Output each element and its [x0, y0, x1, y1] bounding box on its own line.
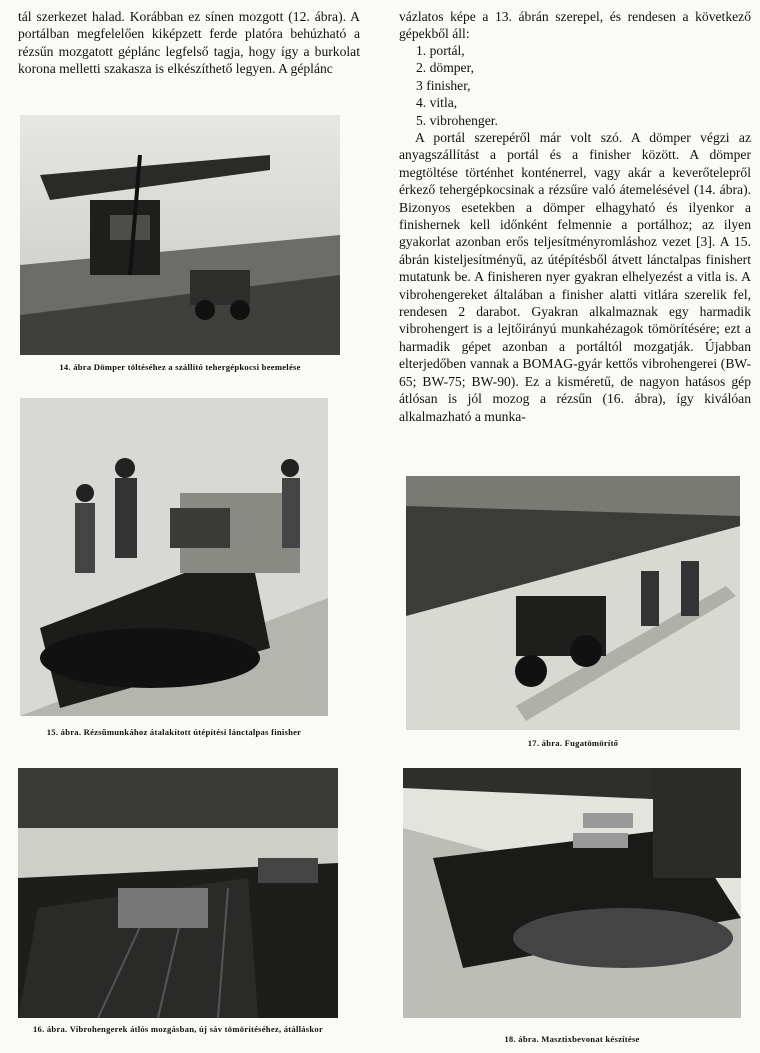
figure-15-caption: 15. ábra. Rézsűmunkához átalakított útépítési lánctalpas finisher — [46, 727, 302, 737]
list-item: 5. vibrohenger. — [416, 112, 498, 128]
right-column-intro: vázlatos képe a 13. ábrán szerepel, és rendesen a következő gépekből áll: — [399, 9, 751, 42]
list-item: 4. vitla, — [416, 95, 458, 111]
list-item: 1. portál, — [416, 43, 465, 58]
figure-16-caption: 16. ábra. Vibrohengerek átlós mozgásban, új sáv tömörítéséhez, átálláskor — [32, 1024, 324, 1034]
figure-14-caption: 14. ábra Dömper töltéséhez a szállító tehergépkocsi beemelése — [59, 362, 301, 372]
figure-18-caption: 18. ábra. Masztixbevonat készítése — [504, 1034, 640, 1044]
machine-list — [416, 42, 498, 129]
list-item: 2. dömper, — [416, 60, 474, 76]
figure-15-photo — [20, 398, 328, 716]
right-column-body: A portál szerepéről már volt szó. A dömper végzi az anyagszállítást a portál és a finisher között. A dömper megtöltése történhet konténerrel, vagy akár a keverőtelepről érkező tehergépkocsinak a rézsűre való átemelésével (14. ábra). Bizonyos esetekben a dömper elhagyható és ilyenkor a finishernek kell időnként felmennie a portálhoz; az ilyen gyakorlat azonban erős teljesítményromláshoz vezet [3]. A 15. ábrán kisteljesítményű, az útépítésből átvett lánctalpas finishert mutatunk be. A finisheren nyer gyakran elhelyezést a vitla is. A vibrohengereket általában a finisher alatti vitlára szerelik fel, rendesen 2 darabot. Gyakran alkalmaznak egy harmadik vibrohengert is a lejtőirányú munkahézagok tömörítésére; ezt a harmadik gépet azonban a portáltól mozgatják. Újabban elterjedőben vannak a BOMAG-gyár kettős vibrohengerei (BW-65; BW-75; BW-90). Ez a kisméretű, de nagyon hatásos gép átlósan is jól mozog a rézsűn (16. ábra), így kiválóan alkalmazható a munka- — [399, 130, 751, 424]
figure-17-photo — [406, 476, 740, 730]
figure-18-photo — [403, 768, 741, 1018]
figure-16-photo — [18, 768, 338, 1018]
figure-17-caption: 17. ábra. Fugatömörítő — [527, 738, 619, 748]
list-item: 3 finisher, — [416, 77, 471, 93]
left-column-paragraph: tál szerkezet halad. Korábban ez sínen mozgott (12. ábra). A portálban megfelelően kiképzett ferde platóra behúzható a rézsűn mozgatott géplánc legfelső tagja, hogy így a burkolat korona melletti szakasza is elkészíthető legyen. A géplánc — [18, 9, 360, 77]
figure-14-photo — [20, 115, 340, 355]
